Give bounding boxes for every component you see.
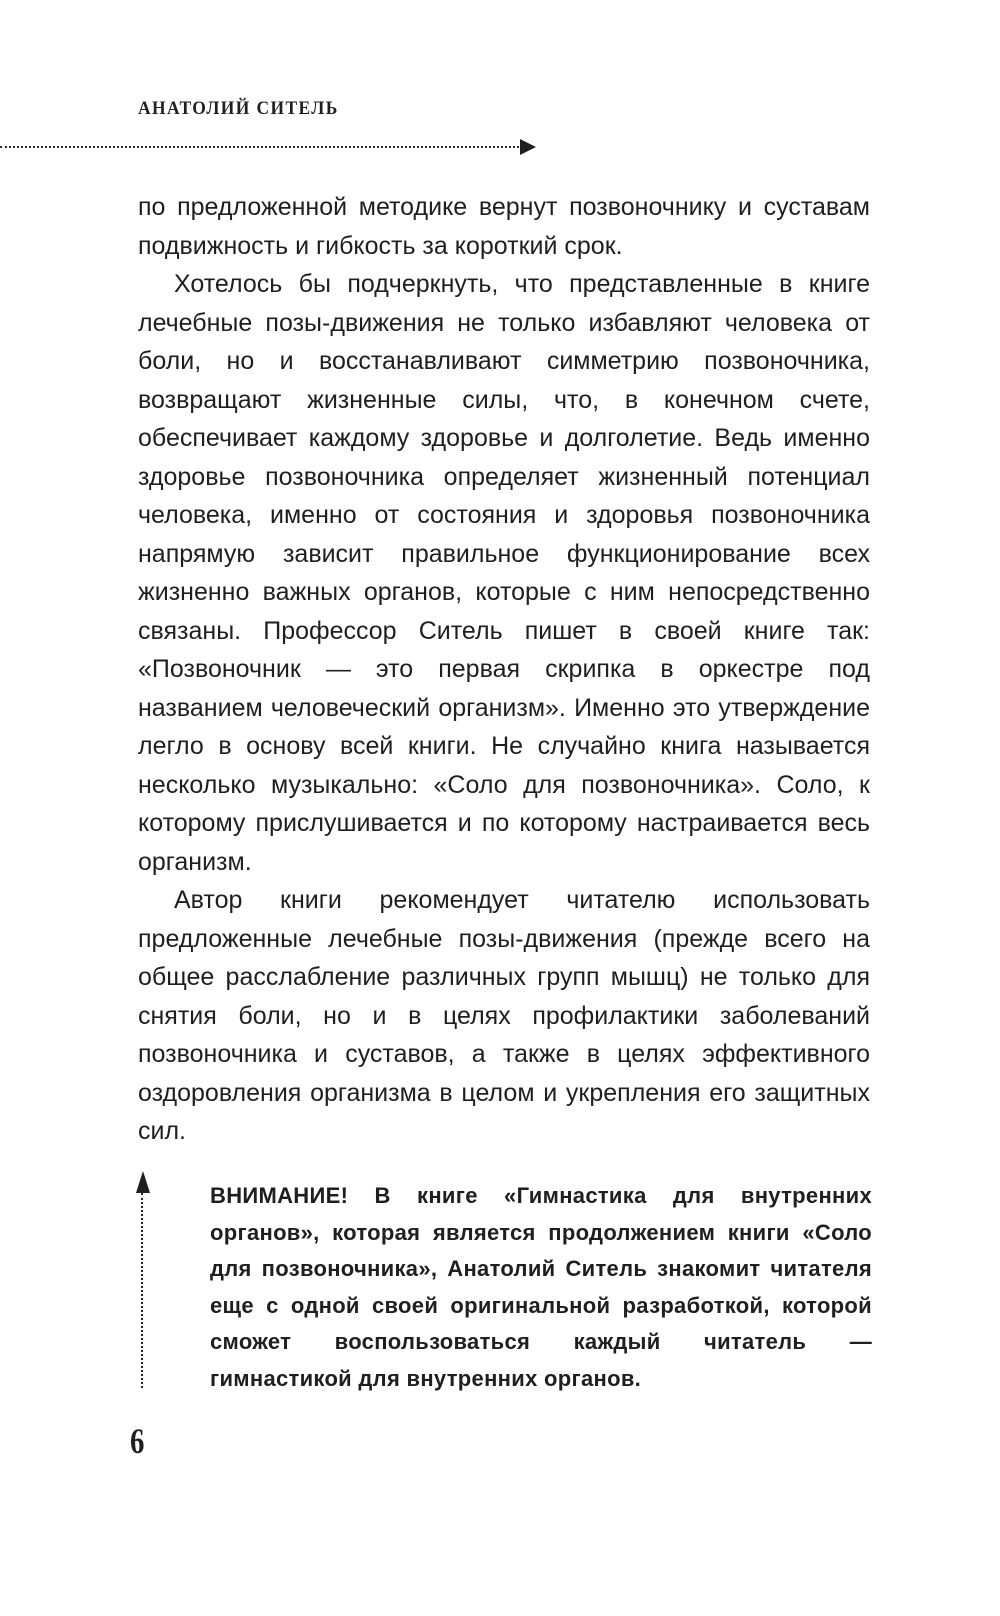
- paragraph-2: Хотелось бы подчеркнуть, что представленные в книге лечебные позы-движения не только избавляют человека от боли, но и восстанавливают симметрию позвоночника, возвращают жизненные силы, что, в конечном счете, обеспечивает каждому здоровье и долголетие. Ведь именно здоровье позвоночника определяет жизненный потенциал человека, именно от состояния и здоровья позвоночника напрямую зависит правильное функционирование всех жизненно важных органов, которые с ним непосредственно связаны. Профессор Ситель пишет в своей книге так: «Позвоночник — это первая скрипка в оркестре под названием человеческий организм». Именно это утверждение легло в основу всей книги. Не случайно книга называется несколько музыкально: «Соло для позвоночника». Соло, к которому прислушивается и по которому настраивается весь организм.: [138, 270, 870, 876]
- header-arrow-icon: [520, 139, 536, 155]
- page-number: 6: [130, 1421, 145, 1461]
- header-dotted-rule: [0, 146, 523, 148]
- attention-note: ВНИМАНИЕ! В книге «Гимнастика для внутренних органов», которая является продолжением книги «Соло для позвоночника», Анатолий Ситель знакомит читателя еще с одной своей оригинальной разработкой, которой сможет воспользоваться каждый читатель — гимнастикой для внутренних органов.: [210, 1183, 872, 1391]
- paragraph-1: по предложенной методике вернут позвоночнику и суставам подвижность и гибкость за короткий срок.: [138, 193, 870, 260]
- running-header: АНАТОЛИЙ СИТЕЛЬ: [138, 98, 339, 119]
- note-dotted-rule: [141, 1193, 143, 1388]
- body-text: [138, 188, 870, 1151]
- paragraph-3: Автор книги рекомендует читателю использовать предложенные лечебные позы-движения (прежде всего на общее расслабление различных групп мышц) не только для снятия боли, но и в целях профилактики заболеваний позвоночника и суставов, а также в целях эффективного оздоровления организма в целом и укрепления его защитных сил.: [138, 886, 870, 1145]
- note-arrow-icon: [136, 1171, 150, 1193]
